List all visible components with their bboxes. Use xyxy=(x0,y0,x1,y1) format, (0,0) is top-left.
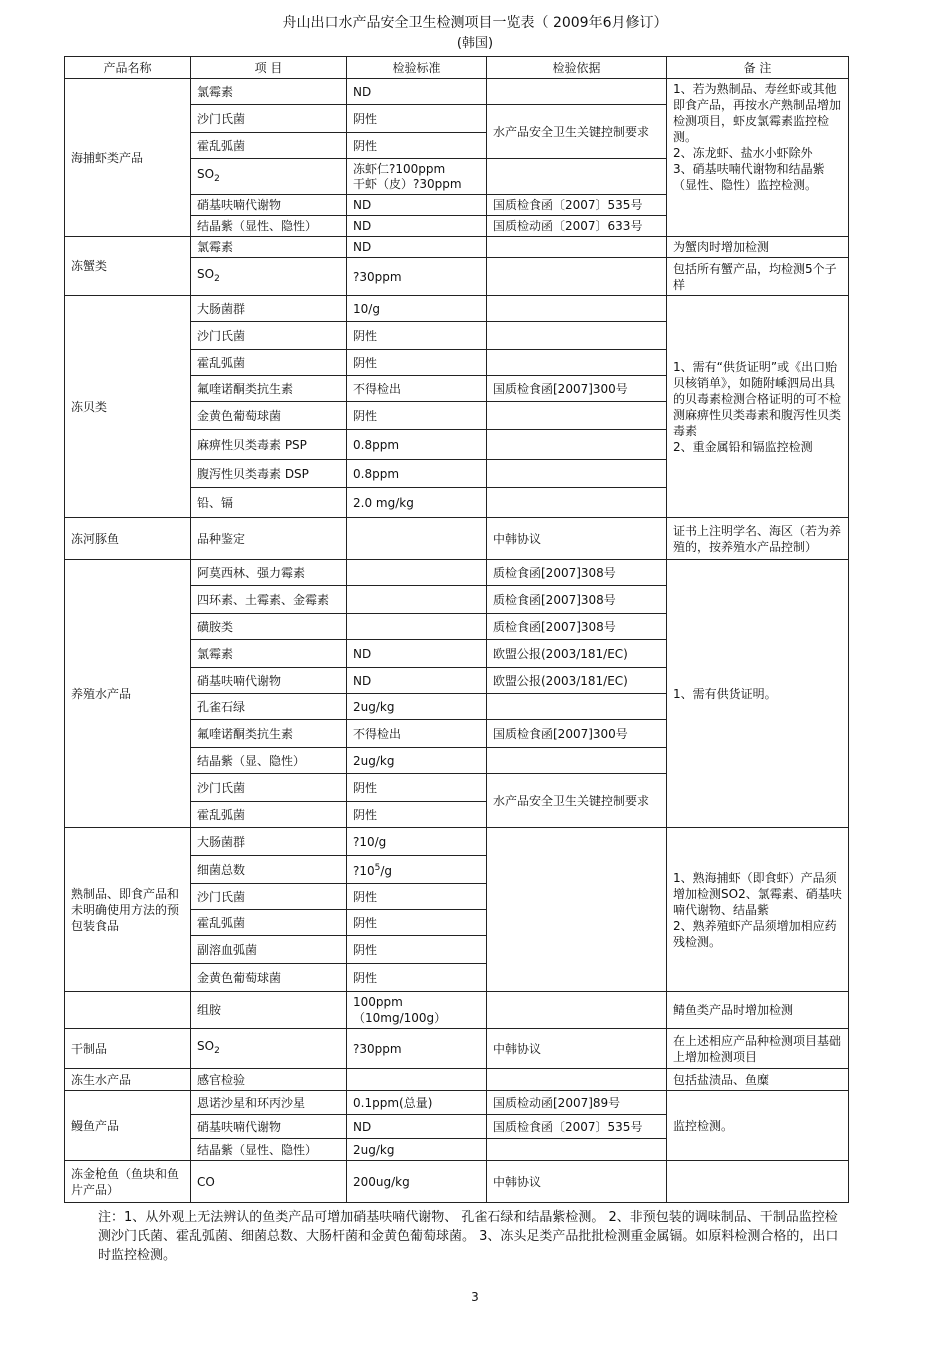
table-row xyxy=(65,828,849,856)
standard-cell: 0.1ppm(总量) xyxy=(347,1091,487,1115)
basis-cell xyxy=(487,79,667,105)
item-cell: 磺胺类 xyxy=(191,614,347,640)
item-cell: 霍乱弧菌 xyxy=(191,802,347,828)
standard-cell: 阴性 xyxy=(347,105,487,133)
standard-cell: 10/g xyxy=(347,296,487,322)
item-cell: $SO_2$ xyxy=(191,1029,347,1069)
item-cell: 细菌总数 xyxy=(191,856,347,884)
table-row xyxy=(65,992,849,1029)
remarks-cell xyxy=(667,1161,849,1203)
basis-cell xyxy=(487,237,667,258)
standard-cell: 100ppm（10mg/100g） xyxy=(347,992,487,1029)
standard-cell: 2ug/kg xyxy=(347,694,487,720)
remarks-cell: 证书上注明学名、海区（若为养殖的，按养殖水产品控制） xyxy=(667,518,849,560)
standard-cell: 不得检出 xyxy=(347,376,487,402)
table-row xyxy=(65,1161,849,1203)
basis-cell xyxy=(487,694,667,720)
basis-cell xyxy=(487,748,667,774)
standard-cell: 200ug/kg xyxy=(347,1161,487,1203)
item-cell: 沙门氏菌 xyxy=(191,105,347,133)
remarks-cell: 监控检测。 xyxy=(667,1091,849,1161)
standard-cell: 冻虾仁?100ppm 干虾（皮）?30ppm xyxy=(347,159,487,195)
item-cell: 恩诺沙星和环丙沙星 xyxy=(191,1091,347,1115)
basis-cell xyxy=(487,488,667,518)
standard-cell: 阴性 xyxy=(347,774,487,802)
document-title: 舟山出口水产品安全卫生检测项目一览表（ 2009年6月修订） xyxy=(282,15,668,31)
product-name-cell: 冻贝类 xyxy=(65,296,191,518)
standard-cell: 阴性 xyxy=(347,802,487,828)
standard-cell: 不得检出 xyxy=(347,720,487,748)
remarks-cell: 1、需有供货证明。 xyxy=(667,560,849,828)
standard-cell xyxy=(347,560,487,586)
item-cell: 大肠菌群 xyxy=(191,828,347,856)
item-cell: CO xyxy=(191,1161,347,1203)
item-cell: 氟喹诺酮类抗生素 xyxy=(191,720,347,748)
product-name-cell xyxy=(65,992,191,1029)
basis-cell: 中韩协议 xyxy=(487,1161,667,1203)
remarks-cell: 包括盐渍品、鱼糜 xyxy=(667,1069,849,1091)
table-header-row xyxy=(65,57,849,79)
basis-cell: 国质检食函[2007]300号 xyxy=(487,376,667,402)
basis-cell: 水产品安全卫生关键控制要求 xyxy=(487,774,667,828)
product-name-cell: 养殖水产品 xyxy=(65,560,191,828)
item-cell: 氯霉素 xyxy=(191,237,347,258)
remarks-cell: 1、需有“供货证明”或《出口贻贝核销单》，如随附嵊泗局出具的贝毒素检测合格证明的可不检测麻痹性贝类毒素和腹泻性贝类毒素 2、重金属铅和镉监控检测 xyxy=(667,296,849,518)
basis-cell xyxy=(487,159,667,195)
item-cell: $SO_2$ xyxy=(191,258,347,296)
standard-cell: ?10/g xyxy=(347,828,487,856)
product-name-cell: 熟制品、即食产品和未明确使用方法的预包装食品 xyxy=(65,828,191,992)
basis-cell xyxy=(487,460,667,488)
item-cell: 大肠菌群 xyxy=(191,296,347,322)
standard-cell xyxy=(347,1069,487,1091)
product-name-cell: 干制品 xyxy=(65,1029,191,1069)
product-name-cell: 鳗鱼产品 xyxy=(65,1091,191,1161)
standard-cell: 阴性 xyxy=(347,133,487,159)
item-cell: 霍乱弧菌 xyxy=(191,133,347,159)
remarks-cell: 为蟹肉时增加检测 xyxy=(667,237,849,258)
basis-cell xyxy=(487,296,667,322)
remarks-cell: 在上述相应产品种检测项目基础上增加检测项目 xyxy=(667,1029,849,1069)
standard-cell: ND xyxy=(347,79,487,105)
item-cell: 硝基呋喃代谢物 xyxy=(191,668,347,694)
standard-cell: 阴性 xyxy=(347,884,487,910)
item-cell: 阿莫西林、强力霉素 xyxy=(191,560,347,586)
basis-cell xyxy=(487,1139,667,1161)
header-remarks: 备 注 xyxy=(667,57,849,79)
item-cell: $SO_2$ xyxy=(191,159,347,195)
item-cell: 品种鉴定 xyxy=(191,518,347,560)
basis-cell: 水产品安全卫生关键控制要求 xyxy=(487,105,667,159)
standard-cell: 阴性 xyxy=(347,964,487,992)
standard-cell xyxy=(347,518,487,560)
table-row xyxy=(65,79,849,105)
item-cell: 组胺 xyxy=(191,992,347,1029)
table-row xyxy=(65,1069,849,1091)
item-cell: 沙门氏菌 xyxy=(191,322,347,350)
table-row xyxy=(65,296,849,322)
standard-cell: 0.8ppm xyxy=(347,460,487,488)
document-subtitle: (韩国) xyxy=(456,36,494,51)
basis-cell xyxy=(487,322,667,350)
remarks-cell: 1、熟海捕虾（即食虾）产品须增加检测SO2、氯霉素、硝基呋喃代谢物、结晶紫 2、熟养殖虾产品须增加相应药残检测。 xyxy=(667,828,849,992)
item-cell: 孔雀石绿 xyxy=(191,694,347,720)
item-cell: 腹泻性贝类毒素 DSP xyxy=(191,460,347,488)
header-product-name: 产品名称 xyxy=(65,57,191,79)
remarks-cell: 鲭鱼类产品时增加检测 xyxy=(667,992,849,1029)
item-cell: 结晶紫（显性、隐性） xyxy=(191,1139,347,1161)
basis-cell xyxy=(487,258,667,296)
standard-cell: ?30ppm xyxy=(347,258,487,296)
item-cell: 麻痹性贝类毒素 PSP xyxy=(191,430,347,460)
basis-cell: 国质检动函〔2007〕633号 xyxy=(487,216,667,237)
standard-cell: 阴性 xyxy=(347,402,487,430)
footnote: 注：1、从外观上无法辨认的鱼类产品可增加硝基呋喃代谢物、 孔雀石绿和结晶紫检测。 2、非预包装的调味制品、干制品监控检测沙门氏菌、霍乱弧菌、细菌总数、大肠杆菌和金黄色葡萄球菌。 3、冻头足类产品批批检测重金属镉。如原料检测合格的，出口时监控检测。 xyxy=(98,1210,839,1263)
basis-cell xyxy=(487,430,667,460)
standard-cell: 0.8ppm xyxy=(347,430,487,460)
standard-cell: 阴性 xyxy=(347,322,487,350)
standard-cell: ND xyxy=(347,668,487,694)
item-cell: 氯霉素 xyxy=(191,79,347,105)
remarks-cell: 包括所有蟹产品，均检测5个子样 xyxy=(667,258,849,296)
item-cell: 结晶紫（显性、隐性） xyxy=(191,216,347,237)
item-cell: 四环素、土霉素、金霉素 xyxy=(191,586,347,614)
item-cell: 副溶血弧菌 xyxy=(191,936,347,964)
product-name-cell: 海捕虾类产品 xyxy=(65,79,191,237)
standard-cell: ND xyxy=(347,1115,487,1139)
table-row xyxy=(65,1091,849,1115)
header-item: 项 目 xyxy=(191,57,347,79)
basis-cell: 质检食函[2007]308号 xyxy=(487,560,667,586)
basis-cell: 欧盟公报(2003/181/EC) xyxy=(487,640,667,668)
basis-cell xyxy=(487,992,667,1029)
basis-cell xyxy=(487,828,667,992)
item-cell: 金黄色葡萄球菌 xyxy=(191,402,347,430)
basis-cell xyxy=(487,402,667,430)
item-cell: 硝基呋喃代谢物 xyxy=(191,195,347,216)
standard-cell: 阴性 xyxy=(347,350,487,376)
item-cell: 沙门氏菌 xyxy=(191,884,347,910)
item-cell: 霍乱弧菌 xyxy=(191,910,347,936)
product-name-cell: 冻金枪鱼（鱼块和鱼片产品） xyxy=(65,1161,191,1203)
basis-cell: 国质检食函〔2007〕535号 xyxy=(487,195,667,216)
product-name-cell: 冻生水产品 xyxy=(65,1069,191,1091)
standard-cell: ND xyxy=(347,640,487,668)
basis-cell: 中韩协议 xyxy=(487,518,667,560)
inspection-table xyxy=(64,56,849,1203)
basis-cell: 质检食函[2007]308号 xyxy=(487,586,667,614)
item-cell: 硝基呋喃代谢物 xyxy=(191,1115,347,1139)
table-row xyxy=(65,518,849,560)
item-cell: 氯霉素 xyxy=(191,640,347,668)
standard-cell: 2ug/kg xyxy=(347,1139,487,1161)
header-standard: 检验标准 xyxy=(347,57,487,79)
standard-cell: $?10^5/g$ xyxy=(347,856,487,884)
basis-cell: 国质检食函〔2007〕535号 xyxy=(487,1115,667,1139)
basis-cell: 中韩协议 xyxy=(487,1029,667,1069)
table-row xyxy=(65,560,849,586)
standard-cell: 阴性 xyxy=(347,936,487,964)
basis-cell xyxy=(487,350,667,376)
item-cell: 沙门氏菌 xyxy=(191,774,347,802)
item-cell: 铅、镉 xyxy=(191,488,347,518)
basis-cell: 国质检食函[2007]300号 xyxy=(487,720,667,748)
product-name-cell: 冻河豚鱼 xyxy=(65,518,191,560)
table-row xyxy=(65,1029,849,1069)
item-cell: 结晶紫（显、隐性） xyxy=(191,748,347,774)
basis-cell: 质检食函[2007]308号 xyxy=(487,614,667,640)
standard-cell xyxy=(347,614,487,640)
basis-cell: 欧盟公报(2003/181/EC) xyxy=(487,668,667,694)
item-cell: 霍乱弧菌 xyxy=(191,350,347,376)
page-number: 3 xyxy=(471,1290,479,1304)
header-basis: 检验依据 xyxy=(487,57,667,79)
standard-cell: 阴性 xyxy=(347,910,487,936)
basis-cell xyxy=(487,1069,667,1091)
item-cell: 氟喹诺酮类抗生素 xyxy=(191,376,347,402)
item-cell: 金黄色葡萄球菌 xyxy=(191,964,347,992)
table-row xyxy=(65,237,849,258)
standard-cell: ND xyxy=(347,237,487,258)
product-name-cell: 冻蟹类 xyxy=(65,237,191,296)
standard-cell: ?30ppm xyxy=(347,1029,487,1069)
standard-cell: ND xyxy=(347,216,487,237)
standard-cell: 2ug/kg xyxy=(347,748,487,774)
standard-cell xyxy=(347,586,487,614)
remarks-cell: 1、若为熟制品、寿丝虾或其他即食产品，再按水产熟制品增加检测项目，虾皮氯霉素监控检测。 2、冻龙虾、盐水小虾除外 3、硝基呋喃代谢物和结晶紫（显性、隐性）监控检测。 xyxy=(667,79,849,237)
standard-cell: ND xyxy=(347,195,487,216)
table-body xyxy=(65,79,849,1203)
item-cell: 感官检验 xyxy=(191,1069,347,1091)
basis-cell: 国质检动函[2007]89号 xyxy=(487,1091,667,1115)
standard-cell: 2.0 mg/kg xyxy=(347,488,487,518)
